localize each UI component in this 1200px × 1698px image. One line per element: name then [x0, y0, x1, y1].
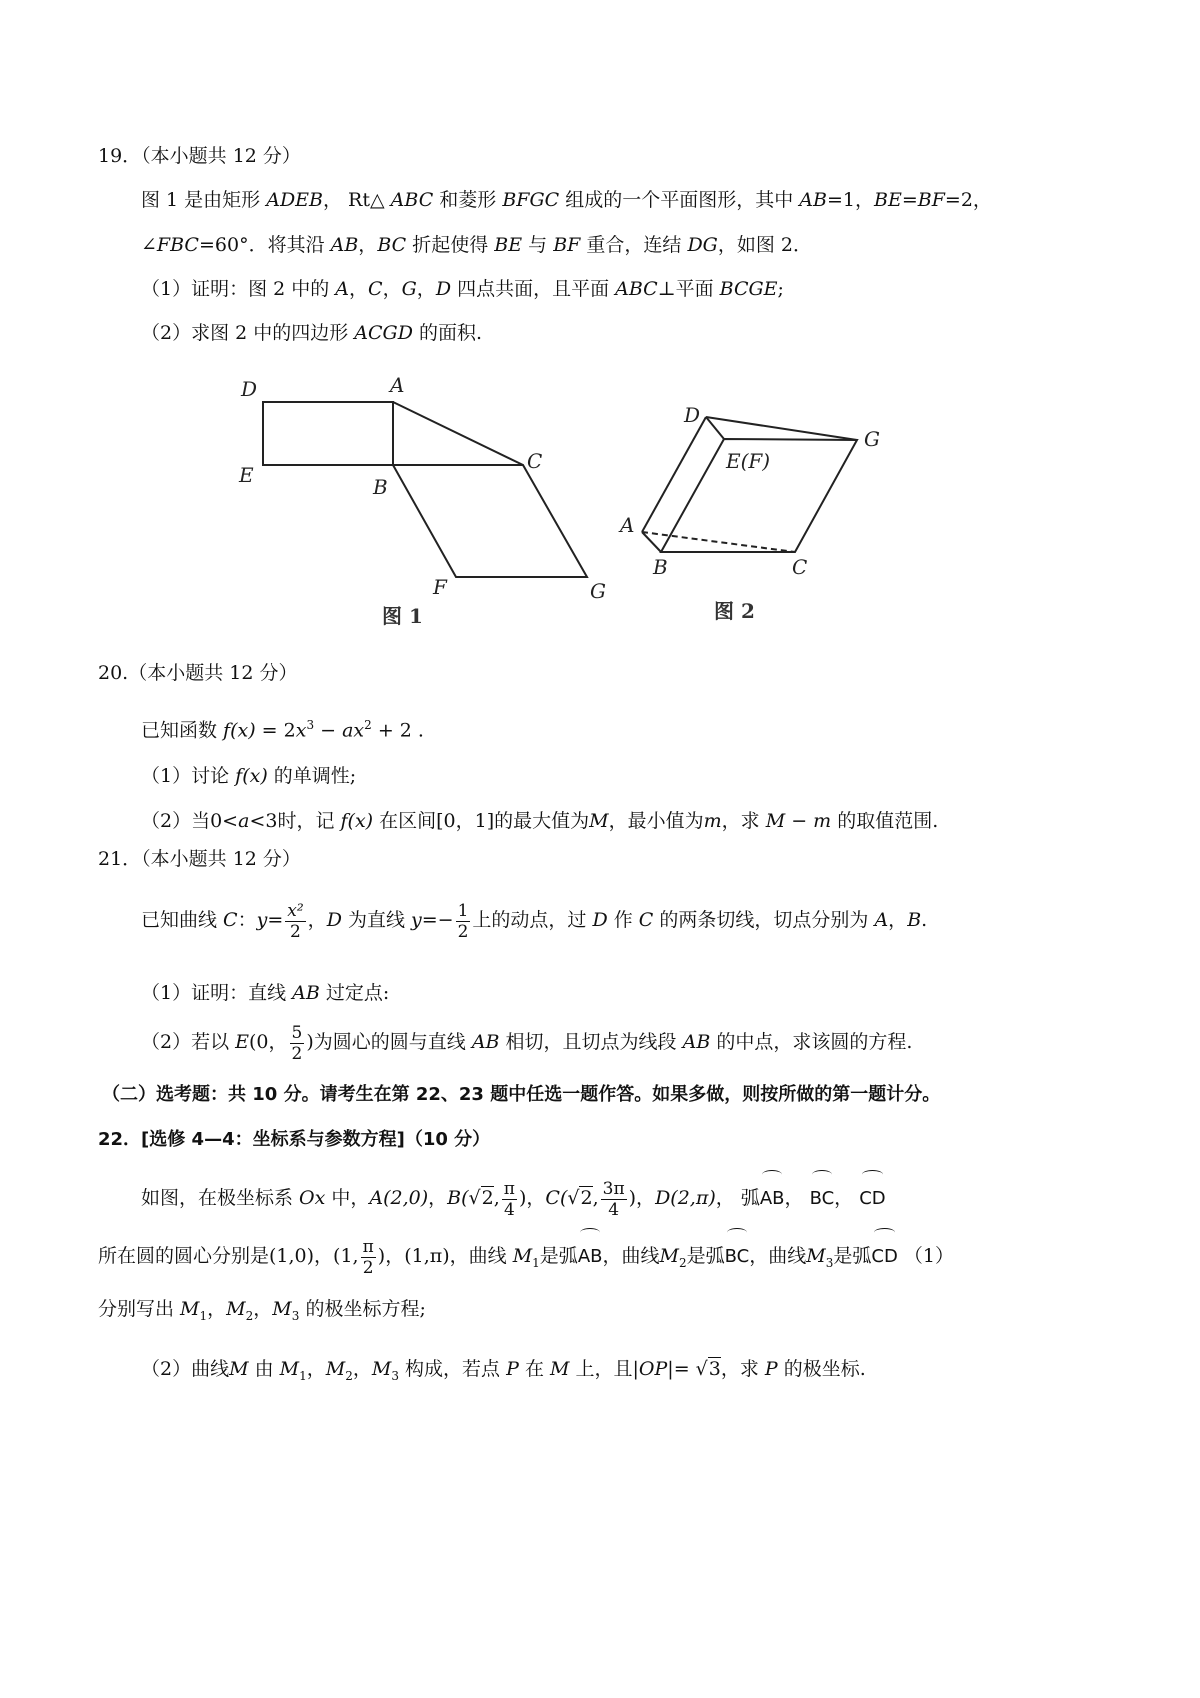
fig1-label-e: E [239, 463, 254, 487]
q19-part1: （1）证明：图 2 中的 A，C，G，D 四点共面，且平面 ABC⊥平面 BCGE; [141, 278, 784, 300]
q21-part1: （1）证明：直线 AB 过定点: [141, 982, 390, 1004]
fig2-label-b: B [653, 555, 668, 579]
figure-2 [642, 417, 857, 552]
arc-ab: AB [760, 1170, 785, 1222]
fig1-label-a: A [390, 373, 405, 397]
q21-part2: （2）若以 E(0， $\frac{5}{2}$ )为圆心的圆与直线 AB 相切，且切点为线段 AB 的中点，求该圆的方程. [141, 1022, 913, 1064]
q21-line1: 已知曲线 C：y= $\frac{\text{x²}}{2}$ ，D 为直线 y=− $\frac{1}{2}$ 上的动点，过 D 作 C 的两条切线，切点分别为 A，B. [141, 900, 928, 942]
fig2-label-ef: E(F) [726, 449, 771, 473]
figure-1 [263, 402, 587, 577]
q20-header: 20.（本小题共 12 分） [98, 662, 298, 684]
segment-ab [642, 532, 661, 552]
fraction-3pi-over-4: $\frac{3\pi}{4}$ [602, 1178, 625, 1220]
q21-header: 21．（本小题共 12 分） [98, 848, 301, 870]
fraction-5-over-2: $\frac{5}{2}$ [291, 1022, 303, 1064]
q22-line3: 分别写出 $M_1$，$M_2$，$M_3$ 的极坐标方程; [98, 1298, 426, 1323]
fig2-label-a: A [620, 513, 635, 537]
q19-figures [230, 360, 900, 645]
q19-part2: （2）求图 2 中的四边形 ACGD 的面积. [141, 322, 483, 344]
rhombus-bfgc [393, 465, 587, 577]
fig1-label-c: C [527, 449, 543, 473]
q22-line1: 如图，在极坐标系 Ox 中，A(2,0)，B(√2, $\frac{\pi}{4}$ )，C(√2, $\frac{3\pi}{4}$ )，D(2,π)， 弧AB， BC， CD [141, 1170, 886, 1222]
fig2-label-d: D [684, 403, 701, 427]
fig1-caption: 图 1 [382, 604, 423, 628]
fig1-label-f: F [433, 575, 447, 599]
arc-cd: CD [859, 1170, 885, 1222]
arc-bc: BC [725, 1228, 750, 1280]
rect-adeb [263, 402, 393, 465]
fig2-caption: 图 2 [714, 599, 755, 623]
fraction-1-over-2: $\frac{1}{2}$ [457, 900, 469, 942]
segment-ac-hidden [642, 532, 795, 552]
q22-part2: （2）曲线M 由 $M_1$，$M_2$，$M_3$ 构成，若点 P 在 M 上，且|OP|= √3，求 P 的极坐标. [141, 1358, 866, 1383]
fig1-label-d: D [241, 377, 258, 401]
fraction-x2-over-2: $\frac{\text{x²}}{2}$ [287, 900, 304, 942]
q20-part1: （1）讨论 f(x) 的单调性; [141, 765, 357, 787]
fig2-label-g: G [864, 427, 880, 451]
fraction-pi-over-2: $\frac{\pi}{2}$ [362, 1236, 374, 1278]
q19-header: 19．（本小题共 12 分） [98, 145, 301, 167]
fig1-label-g: G [590, 579, 606, 603]
fig2-label-c: C [792, 555, 808, 579]
q19-line2: ∠FBC=60°．将其沿 AB，BC 折起使得 BE 与 BF 重合，连结 DG，如图 2． [141, 234, 813, 256]
segment-da [642, 417, 706, 532]
q19-line1: 图 1 是由矩形 ADEB， Rt△ ABC 和菱形 BFGC 组成的一个平面图形，其中 AB=1，BE=BF=2， [141, 189, 992, 211]
section-elective-heading: （二）选考题：共 10 分。请考生在第 22、23 题中任选一题作答。如果多做，则按所做的第一题计分。 [102, 1084, 941, 1105]
arc-cd: CD [871, 1228, 897, 1280]
arc-ab: AB [578, 1228, 603, 1280]
fig1-label-b: B [373, 475, 388, 499]
q20-part2: （2）当0<a<3时，记 f(x) 在区间[0，1]的最大值为M，最小值为m，求 M − m 的取值范围. [141, 810, 939, 832]
segment-dg [706, 417, 857, 440]
q22-header: 22．[选修 4—4：坐标系与参数方程]（10 分） [98, 1129, 491, 1150]
segment-ac [393, 402, 523, 465]
q20-line1: 已知函数 $f(x) = 2x^3 - ax^2 + 2$ . [141, 718, 424, 742]
q22-line2: 所在圆的圆心分别是(1,0)，(1, $\frac{\pi}{2}$ )，(1,π)，曲线 $M_1$是弧AB，曲线$M_2$是弧BC，曲线$M_3$是弧CD （1） [98, 1228, 954, 1286]
fraction-pi-over-4: $\frac{\pi}{4}$ [503, 1178, 515, 1220]
arc-bc: BC [810, 1170, 835, 1222]
